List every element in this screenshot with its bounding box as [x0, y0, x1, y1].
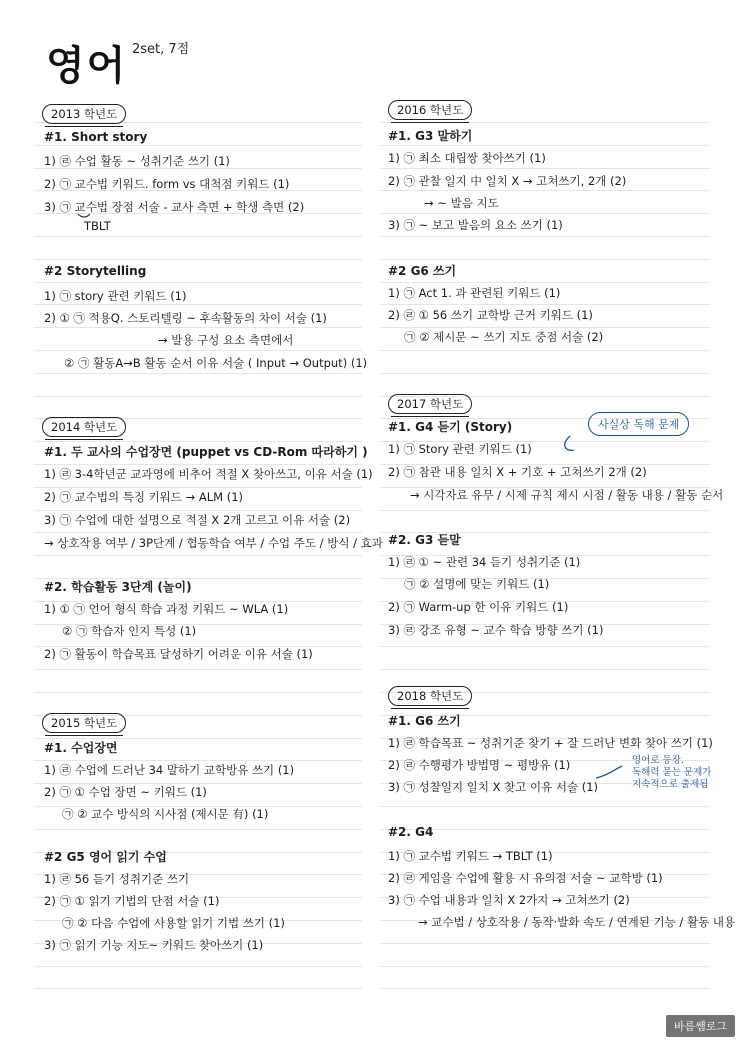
question-line: 1) ㉣ 56 듣기 성취기준 쓰기 — [44, 872, 190, 886]
page-subtitle: 2set, 7점 — [132, 42, 190, 57]
section-heading: #2. 학습활동 3단계 (놀이) — [44, 580, 192, 594]
annotation-line: → ~ 발음 지도 — [424, 196, 499, 210]
question-line: 3) ㉠ 성찰일지 일치 X 찾고 이유 서술 (1) — [388, 780, 599, 794]
question-line: 2) ㉣ 게임을 수업에 활용 시 유의점 서술 ~ 교학방 (1) — [388, 871, 663, 885]
question-line: ② ㉠ 학습자 인지 특성 (1) — [62, 624, 197, 638]
side-note-connector — [596, 766, 622, 778]
question-line: 3) ㉠ 읽기 기능 지도~ 키워드 찾아쓰기 (1) — [44, 938, 264, 952]
annotation-line: → 발용 구성 요소 측면에서 — [158, 333, 294, 347]
question-line: 1) ㉣ 3-4학년군 교과영에 비추어 적절 X 찾아쓰고, 이유 서술 (1) — [44, 467, 373, 481]
section-heading: #1. Short story — [44, 130, 148, 144]
year-badge-2013: 2013 학년도 — [42, 104, 126, 124]
section-heading: #1. 수업장면 — [44, 741, 118, 755]
question-line: 3) ㉠ ~ 보고 발음의 요소 쓰기 (1) — [388, 218, 563, 232]
question-line: 2) ㉣ ① 56 쓰기 교학방 근거 키워드 (1) — [388, 308, 593, 322]
question-line: 1) ㉣ 수업 활동 ~ 성취기준 쓰기 (1) — [44, 154, 230, 168]
question-line: ㉠ ② 설명에 맞는 키워드 (1) — [404, 577, 550, 591]
section-heading: #2. G3 듣말 — [388, 533, 461, 547]
question-line: 1) ① ㉠ 언어 형식 학습 과정 키워드 ~ WLA (1) — [44, 602, 289, 616]
question-line: 1) ㉠ Story 관련 키워드 (1) — [388, 442, 532, 456]
section-heading: #1. G6 쓰기 — [388, 714, 461, 728]
annotation-line: → 교수법 / 상호작용 / 동작·발화 속도 / 연계된 기능 / 활동 내용 — [418, 915, 736, 929]
year-badge-2018: 2018 학년도 — [388, 686, 472, 706]
page-title: 영어 — [46, 43, 128, 89]
section-heading: #1. G4 듣기 (Story) — [388, 420, 513, 434]
question-line: ② ㉠ 활동A→B 활동 순서 이유 서술 ( Input → Output) (1) — [64, 356, 368, 370]
question-line: 2) ㉠ 관찰 일지 中 일치 X → 고쳐쓰기, 2개 (2) — [388, 174, 627, 188]
section-heading: #2. G4 — [388, 825, 434, 839]
year-badge-2014: 2014 학년도 — [42, 417, 126, 437]
watermark-label: 바름쌤로그 — [666, 1015, 735, 1037]
section-heading: #2 Storytelling — [44, 264, 147, 278]
year-badge-2017: 2017 학년도 — [388, 394, 472, 414]
section-heading: #1. G3 말하기 — [388, 129, 473, 143]
section-heading: #2 G5 영어 읽기 수업 — [44, 850, 167, 864]
question-line: 2) ㉠ 활동이 학습목표 달성하기 어려운 이유 서술 (1) — [44, 647, 313, 661]
question-line: 2) ㉠ 교수법의 특징 키워드 → ALM (1) — [44, 490, 243, 504]
question-line: 1) ㉣ 수업에 드러난 34 말하기 교학방유 쓰기 (1) — [44, 763, 295, 777]
question-line: 2) ㉣ 수행평가 방법명 ~ 평방유 (1) — [388, 758, 571, 772]
question-line: 1) ㉠ 교수법 키워드 → TBLT (1) — [388, 849, 553, 863]
caret-mark — [78, 214, 90, 217]
question-line: 3) ㉠ 수업 내용과 일치 X 2가지 → 고쳐쓰기 (2) — [388, 893, 630, 907]
question-line: 1) ㉠ 최소 대립쌍 찾아쓰기 (1) — [388, 151, 546, 165]
question-line: 3) ㉣ 강조 유형 ~ 교수 학습 방향 쓰기 (1) — [388, 623, 604, 637]
question-line: 3) ㉠ 수업에 대한 설명으로 적절 X 2개 고르고 이유 서술 (2) — [44, 513, 351, 527]
year-badge-2016: 2016 학년도 — [388, 100, 472, 120]
section-heading: #1. 두 교사의 수업장면 (puppet vs CD-Rom 따라하기 ) — [44, 445, 368, 459]
question-line: ㉠ ② 교수 방식의 시사점 (제시문 有) (1) — [62, 807, 269, 821]
year-badge-2015: 2015 학년도 — [42, 713, 126, 733]
annotation-line: → 상호작용 여부 / 3P단계 / 협동학습 여부 / 수업 주도 / 방식 / 효과 — [44, 536, 383, 550]
callout-bubble: 사실상 독해 문제 — [588, 412, 689, 436]
question-line: ㉠ ② 다음 수업에 사용할 읽기 기법 쓰기 (1) — [62, 916, 285, 930]
section-heading: #2 G6 쓰기 — [388, 264, 457, 278]
question-line: 2) ㉠ Warm-up 한 이유 키워드 (1) — [388, 600, 569, 614]
question-line: 1) ㉠ story 관련 키워드 (1) — [44, 289, 187, 303]
question-line: 2) ㉠ 참관 내용 일치 X + 기호 + 고쳐쓰기 2개 (2) — [388, 465, 647, 479]
question-line: 2) ① ㉠ 적용Q. 스토리텔링 ~ 후속활동의 차이 서술 (1) — [44, 311, 327, 325]
side-note: 영어로 등장. 독해력 묻는 문제가 지속적으로 출제됨 — [632, 755, 712, 790]
question-line: 1) ㉣ 학습목표 ~ 성취기준 찾기 + 잘 드러난 변화 찾아 쓰기 (1) — [388, 736, 713, 750]
question-line: 1) ㉠ Act 1. 과 관련된 키워드 (1) — [388, 286, 561, 300]
question-line: 2) ㉠ 교수법 키워드. form vs 대척점 키워드 (1) — [44, 177, 290, 191]
question-line: 2) ㉠ ① 읽기 기법의 단점 서술 (1) — [44, 894, 220, 908]
question-line: 2) ㉠ ① 수업 장면 ~ 키워드 (1) — [44, 785, 207, 799]
question-line: 1) ㉣ ① ~ 관련 34 듣기 성취기준 (1) — [388, 555, 581, 569]
annotation-line: → 시각자료 유무 / 시제 규칙 제시 시점 / 활동 내용 / 활동 순서 — [410, 488, 724, 502]
annotation-line: TBLT — [84, 219, 111, 233]
question-line: ㉠ ② 제시문 ~ 쓰기 지도 중점 서술 (2) — [404, 330, 604, 344]
callout-connector — [565, 436, 574, 450]
question-line: 3) ㉠ 교수법 장점 서술 - 교사 측면 + 학생 측면 (2) — [44, 200, 305, 214]
